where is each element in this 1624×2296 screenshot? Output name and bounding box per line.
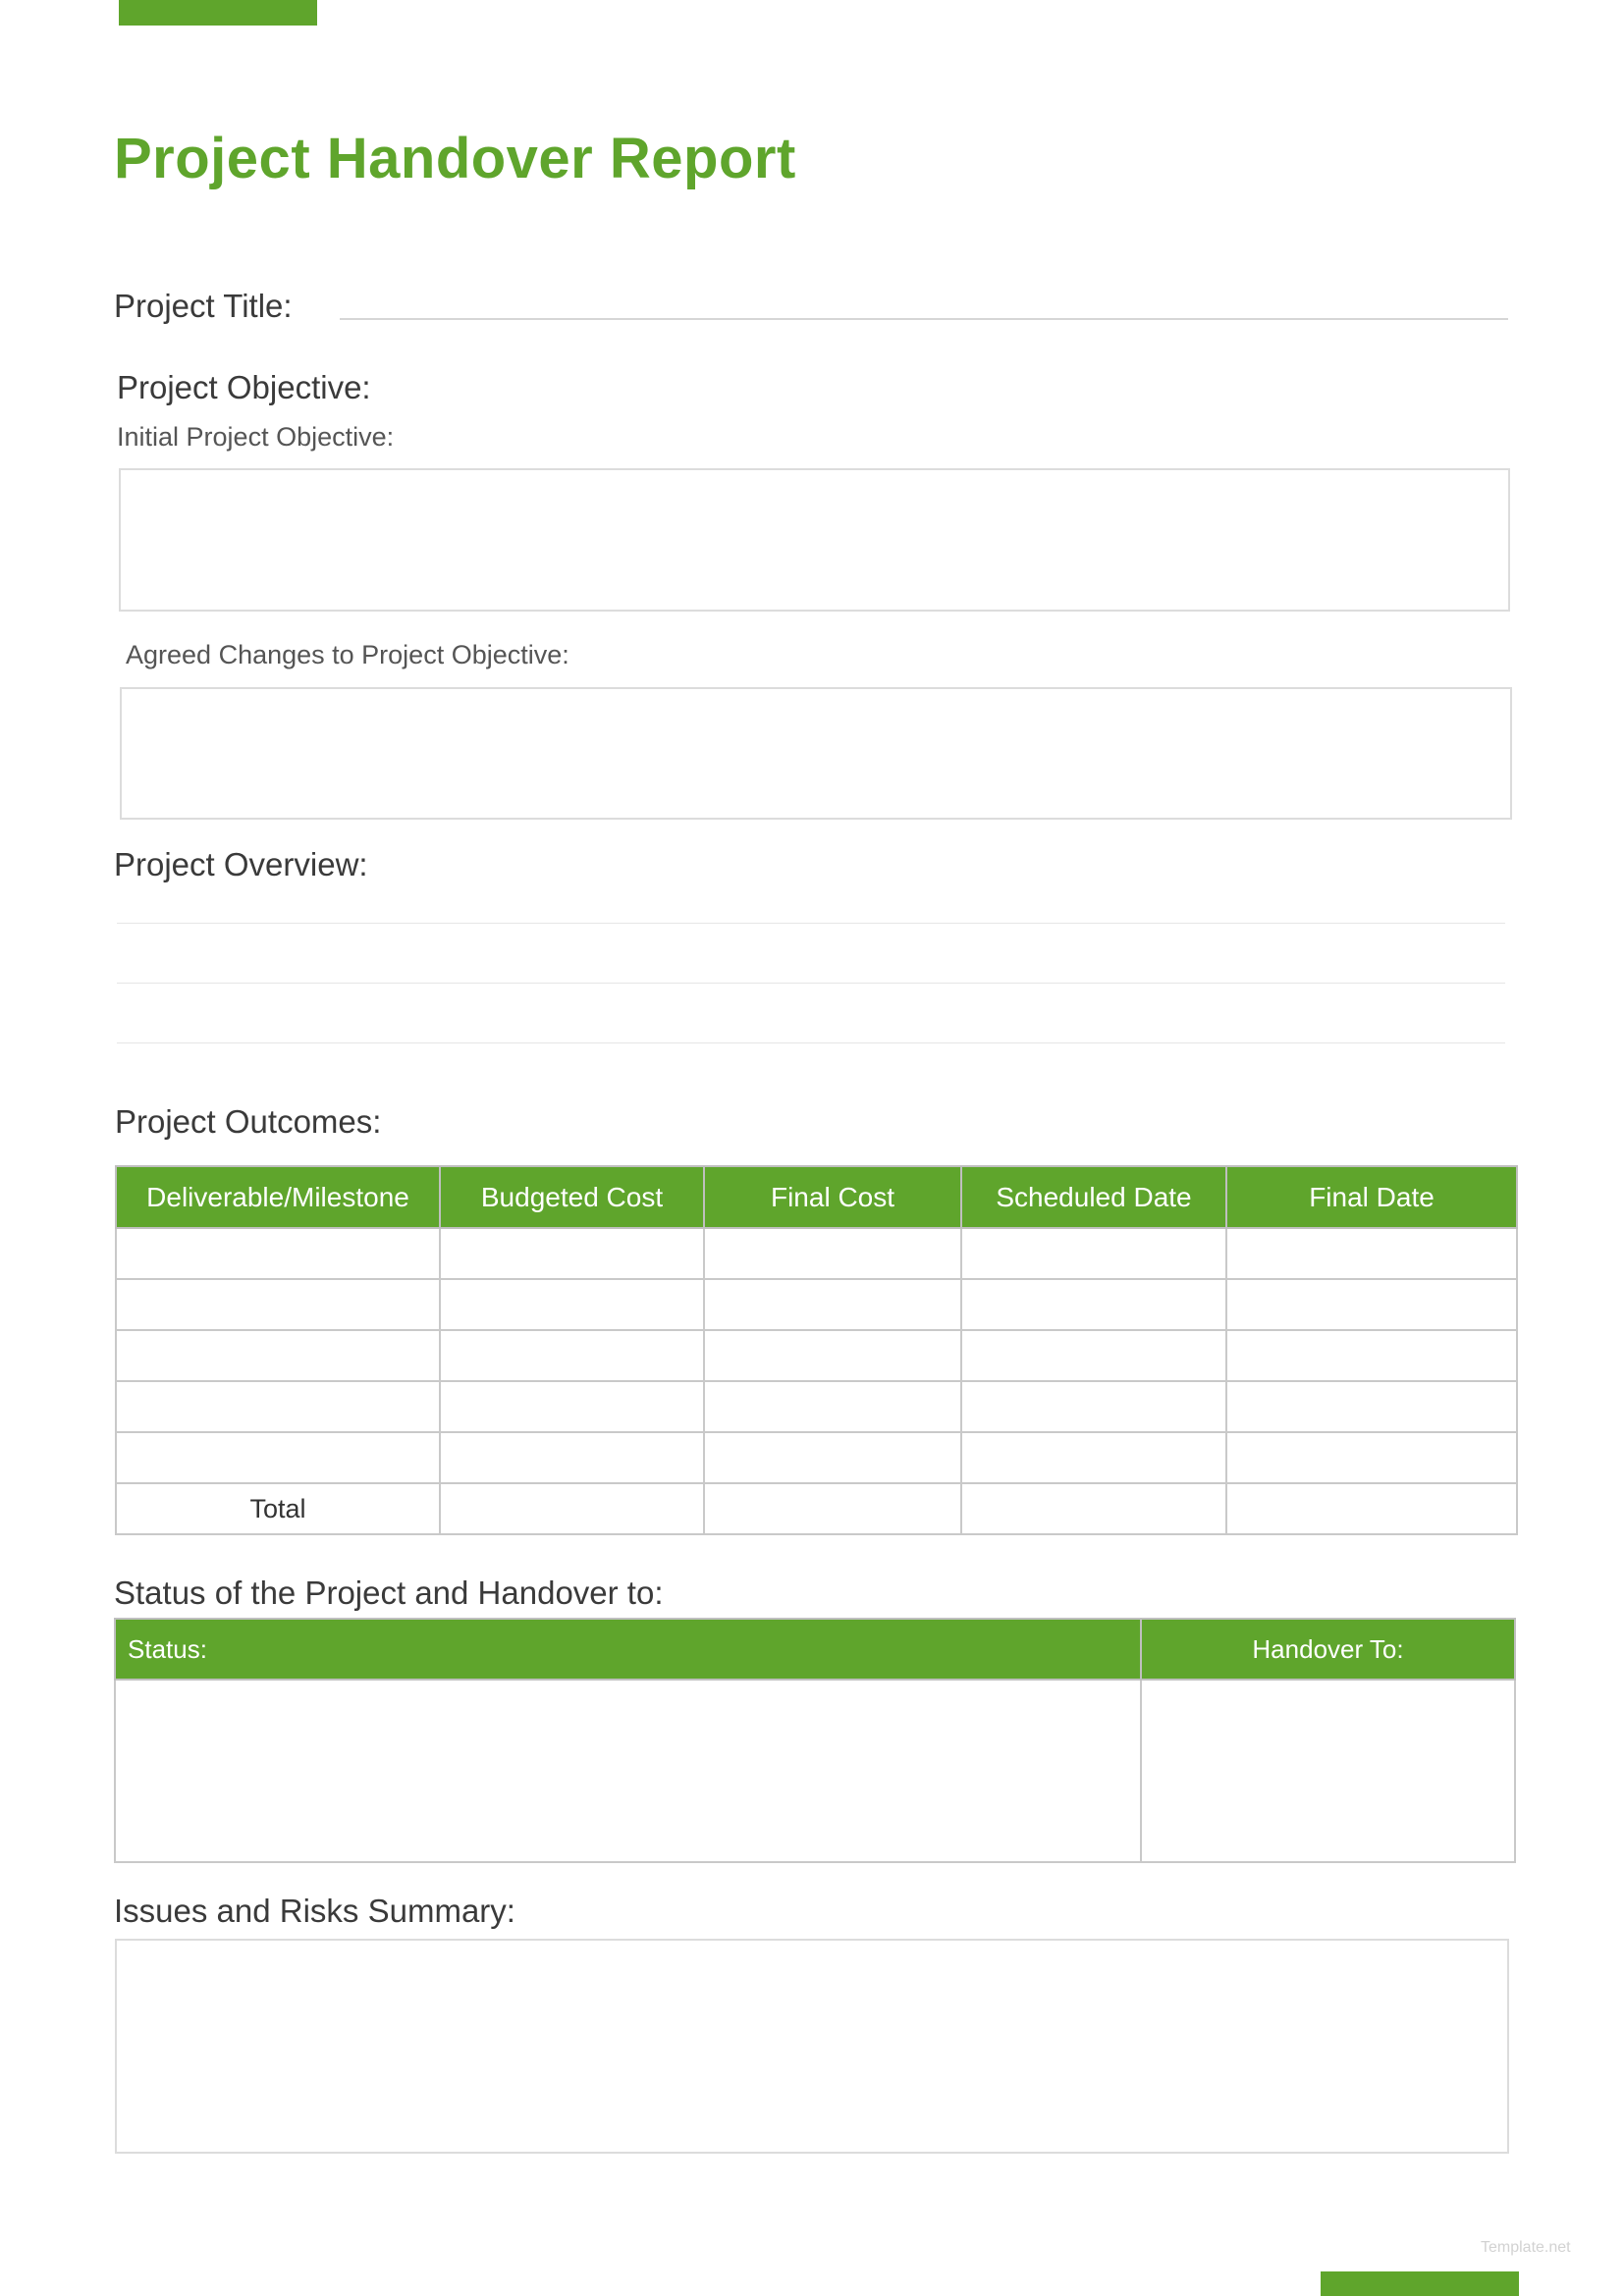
table-cell[interactable] [1226, 1228, 1517, 1279]
table-cell[interactable] [1226, 1432, 1517, 1483]
table-cell[interactable] [116, 1228, 440, 1279]
column-budgeted-cost: Budgeted Cost [440, 1166, 704, 1228]
total-budgeted-cost[interactable] [440, 1483, 704, 1534]
table-cell[interactable] [704, 1381, 961, 1432]
table-cell[interactable] [440, 1432, 704, 1483]
table-cell[interactable] [961, 1279, 1226, 1330]
table-row [116, 1432, 1517, 1483]
overview-line-3[interactable] [117, 1042, 1505, 1043]
table-cell[interactable] [1226, 1381, 1517, 1432]
status-table [114, 1618, 1516, 1863]
table-cell[interactable] [116, 1432, 440, 1483]
project-objective-heading: Project Objective: [117, 369, 371, 405]
overview-line-1[interactable] [117, 923, 1505, 924]
total-final-cost[interactable] [704, 1483, 961, 1534]
table-cell[interactable] [116, 1381, 440, 1432]
initial-objective-label: Initial Project Objective: [117, 422, 395, 452]
table-cell[interactable] [961, 1381, 1226, 1432]
column-final-date: Final Date [1226, 1166, 1517, 1228]
status-column-label: Status: [115, 1619, 1141, 1680]
watermark: Template.net [1481, 2239, 1571, 2256]
outcomes-table [115, 1165, 1518, 1535]
project-outcomes-heading: Project Outcomes: [115, 1103, 382, 1140]
table-row [116, 1330, 1517, 1381]
table-cell[interactable] [961, 1228, 1226, 1279]
total-label: Total [116, 1483, 440, 1534]
total-row [116, 1483, 1517, 1534]
table-cell[interactable] [961, 1330, 1226, 1381]
table-row [116, 1381, 1517, 1432]
table-cell[interactable] [116, 1279, 440, 1330]
table-cell[interactable] [440, 1330, 704, 1381]
status-header-row [115, 1619, 1515, 1680]
agreed-changes-box[interactable] [120, 687, 1512, 820]
status-field[interactable] [115, 1680, 1141, 1862]
issues-risks-box[interactable] [115, 1939, 1509, 2154]
table-cell[interactable] [440, 1381, 704, 1432]
column-scheduled-date: Scheduled Date [961, 1166, 1226, 1228]
total-scheduled-date[interactable] [961, 1483, 1226, 1534]
total-final-date[interactable] [1226, 1483, 1517, 1534]
agreed-changes-label: Agreed Changes to Project Objective: [126, 640, 569, 669]
project-title-label: Project Title: [114, 288, 293, 324]
status-body-row [115, 1680, 1515, 1862]
table-cell[interactable] [961, 1432, 1226, 1483]
table-cell[interactable] [704, 1432, 961, 1483]
top-accent-bar [119, 0, 317, 26]
table-cell[interactable] [440, 1279, 704, 1330]
page-title: Project Handover Report [114, 127, 796, 190]
table-row [116, 1279, 1517, 1330]
table-cell[interactable] [1226, 1330, 1517, 1381]
column-deliverable: Deliverable/Milestone [116, 1166, 440, 1228]
table-row [116, 1228, 1517, 1279]
project-title-field[interactable] [340, 318, 1508, 320]
issues-risks-heading: Issues and Risks Summary: [114, 1893, 515, 1929]
table-cell[interactable] [116, 1330, 440, 1381]
overview-line-2[interactable] [117, 983, 1505, 984]
bottom-accent-bar [1321, 2271, 1519, 2296]
handover-column-label: Handover To: [1141, 1619, 1515, 1680]
table-cell[interactable] [704, 1228, 961, 1279]
outcomes-header-row [116, 1166, 1517, 1228]
table-cell[interactable] [704, 1279, 961, 1330]
handover-field[interactable] [1141, 1680, 1515, 1862]
column-final-cost: Final Cost [704, 1166, 961, 1228]
table-cell[interactable] [1226, 1279, 1517, 1330]
table-cell[interactable] [704, 1330, 961, 1381]
table-cell[interactable] [440, 1228, 704, 1279]
initial-objective-box[interactable] [119, 468, 1510, 612]
status-heading: Status of the Project and Handover to: [114, 1575, 664, 1611]
project-overview-heading: Project Overview: [114, 846, 368, 882]
